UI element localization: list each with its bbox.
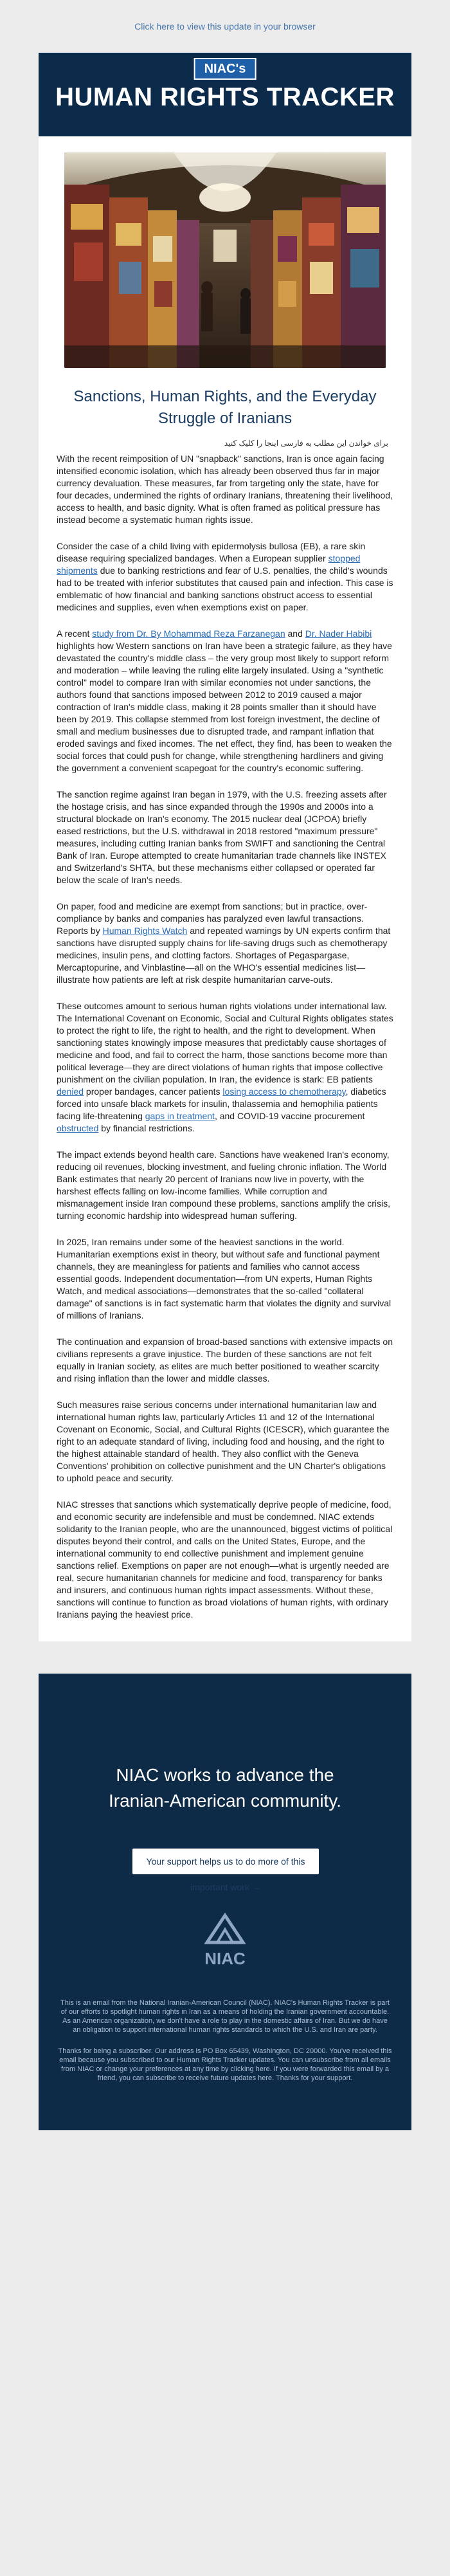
top-link-bar <box>0 0 450 53</box>
farzanegan-study-link[interactable]: study from Dr. By Mohammad Reza Farzanegan <box>92 628 285 639</box>
farsi-link[interactable]: برای خواندن این مطلب به فارسی اینجا را کلیک کنید <box>224 439 388 448</box>
footer-heading: NIAC works to advance the Iranian-American community. <box>108 1765 342 1811</box>
header-banner <box>39 53 411 136</box>
footer <box>39 1674 411 2130</box>
paragraph-9: The continuation and expansion of broad-based sanctions with extensive impacts on civilians represents a grave injustice. The burden of these sanctions are not felt equally in Iranian society, as elites are much better positioned to weather scarcity and rising inflation than the lower and middle classes. <box>57 1337 393 1384</box>
footer-address: Thanks for being a subscriber. Our address is PO Box 65439, Washington, DC 20000. You've received this email because you subscribed to our Human Rights Tracker updates. You can unsubscribe from all emails from NIAC or change your preferences at any time by clicking here. If you were forwarded this email by a friend, you can subscribe to receive future updates here. Thanks for your support. <box>58 2047 392 2082</box>
hero-image <box>64 152 386 368</box>
chemotherapy-link[interactable]: losing access to chemotherapy <box>222 1086 346 1097</box>
paragraph-4: The sanction regime against Iran began in 1979, with the U.S. freezing assets after the hostage crisis, and has since expanded through the 1990s and 2000s into a structural blockade on Iran's economy. The 2015 nuclear deal (JCPOA) briefly eased restrictions, but the U.S. withdrawal in 2018 restored "maximum pressure" measures, including cutting Iranian banks from SWIFT and sanctioning the Central Bank of Iran. Europe attempted to create humanitarian trade channels like INSTEX and Switzerland's SHTA, but these mechanisms either collapsed or operated far below the scale of Iran's needs. <box>57 789 387 885</box>
paragraph-2: Consider the case of a child living with epidermolysis bullosa (EB), a rare skin disease requiring specialized bandages. When a European supplier stopped shipments due to banking restrictions and fear of U.S. penalties, the child's wounds had to be treated with inferior substitutes that caused pain and infection. This case is emblematic of how financial and banking sanctions obstruct access to essential medicines and supplies, even when exemptions exist on paper. <box>57 541 393 612</box>
stopped-shipments-link[interactable]: stopped shipments <box>57 553 361 576</box>
paragraph-5: On paper, food and medicine are exempt from sanctions; but in practice, over-compliance by banks and companies has paralyzed even lawful transactions. Reports by Human Rights Watch and repeated warnings by UN experts confirm that sanctions have disrupted supply chains for life-saving drugs such as chemotherapy medicines, insulin pens, and clotting factors. Shortages of Pegaspargase, Mercaptopurine, and Vinblastine—all on the WHO's essential medicines list—illustrate how patients are left at risk despite humanitarian carve-outs. <box>57 901 391 985</box>
header-badge: NIAC's <box>194 58 256 80</box>
obstructed-link[interactable]: obstructed <box>57 1123 99 1133</box>
view-in-browser-link[interactable]: Click here to view this update in your browser <box>134 21 316 32</box>
niac-logo-icon <box>192 1912 258 1973</box>
hero-wrap <box>39 136 411 368</box>
paragraph-7: The impact extends beyond health care. Sanctions have weakened Iran's economy, reducing oil revenues, blocking investment, and fueling chronic inflation. The World Bank estimates that nearly 20 percent of Iranians now live in poverty, with the harshest effects falling on low-income families. While corruption and mismanagement inside Iran compound these problems, sanctions amplify the crisis, turning economic hardship into widespread human suffering. <box>57 1149 391 1221</box>
paragraph-8: In 2025, Iran remains under some of the heaviest sanctions in the world. Humanitarian exemptions exist in theory, but without safe and functional payment channels, they are meaningless for patients and families who cannot access essential goods. Independent documentation—from UN experts, Human Rights Watch, and medical associations—demonstrates that the so-called "collateral damage" of sanctions is in fact systematic harm that violates the dignity and survival of millions of Iranians. <box>57 1237 392 1320</box>
paragraph-6: These outcomes amount to serious human rights violations under international law. The International Covenant on Economic, Social and Cultural Rights obligates states to protect the right to life, the right to health, and the right to development. When sanctioning states knowingly impose measures that predictably cause shortages of medicine and food, and fail to correct the harm, those sanctions become more than political leverage—they are direct violations of human rights that impose collective punishment on the civilian population. In Iran, the evidence is stark: EB patients denied proper bandages, cancer patients losing access to chemotherapy, diabetics forced into unsafe black markets for insulin, thalassemia and hemophilia patients facing life-threatening gaps in treatment, and COVID-19 vaccine procurement obstructed by financial restrictions. <box>57 1001 393 1133</box>
hrw-link[interactable]: Human Rights Watch <box>102 926 188 936</box>
footer-disclaimer: This is an email from the National Iranian-American Council (NIAC). NIAC's Human Rights Tracker is part of our efforts to spotlight human rights in Iran as a means of holding the Iranian government accountable. As an American organization, we don't have a role to play in the domestic affairs of Iran. But we do have an obligation to support international human rights standards to which the U.S. and Iran are party. <box>60 1999 390 2034</box>
habibi-link[interactable]: Dr. Nader Habibi <box>305 628 372 639</box>
niac-logo-text: NIAC <box>204 1949 246 1968</box>
niac-logo <box>192 1912 258 1973</box>
bazaar-photo-illustration <box>64 152 386 368</box>
paragraph-3: A recent study from Dr. By Mohammad Reza Farzanegan and Dr. Nader Habibi highlights how Western sanctions on Iran have been a strategic failure, as they have devastated the country's middle class – the very group most likely to support reform and moderation – while leaving the ruling elite largely insulated. Using a "synthetic control" model to compare Iran with similar economies not under sanctions, the authors found that sanctions imposed between 2012 to 2019 caused a major contraction of Iran's middle class, making it 28 points smaller than it should have been by 2019. This collapse stemmed from lost foreign investment, the decline of small and medium businesses due to disrupted trade, and rampant inflation that eroded savings and fixed incomes. The net effect, they find, has been to weaken the social forces that could push for change, while strengthening hardliners and giving the government a convenient scapegoat for the country's economic suffering. <box>57 628 392 773</box>
paragraph-11: NIAC stresses that sanctions which systematically deprive people of medicine, food, and economic security are indefensible and must be condemned. NIAC extends solidarity to the Iranian people, who are the unannounced, biggest victims of political disputes beyond their control, and calls on the United States, Europe, and the international community to end collective punishment and implement genuine sanctions relief. Exemptions on paper are not enough—what is urgently needed are real, secure humanitarian channels for medicine and food, transparency for banks and insurers, and continuous human rights impact assessments. Without these, sanctions will continue to function as broad violations of human rights, with ordinary Iranians paying the heaviest price. <box>57 1499 393 1620</box>
paragraph-1: With the recent reimposition of UN "snapback" sanctions, Iran is once again facing intensified economic isolation, which has already been observed thus far in major currency devaluation. These measures, far from targeting only the state, have for four decades, undermined the rights of ordinary Iranians, threatening their livelihood, access to health, and basic dignity. What is often framed as political pressure has instead become a systematic human rights issue. <box>57 453 393 525</box>
denied-link[interactable]: denied <box>57 1086 84 1097</box>
email-container <box>39 53 411 2130</box>
paragraph-10: Such measures raise serious concerns under international humanitarian law and international human rights law, particularly Articles 11 and 12 of the International Covenant on Economic, Social, and Cultural Rights (ICESCR), which guarantee the right to an adequate standard of living, including food and housing, and the right to the highest attainable standard of health. They also conflict with the Geneva Conventions' prohibition on collective punishment and the UN Charter's obligations to uphold peace and security. <box>57 1400 390 1483</box>
header-title: HUMAN RIGHTS TRACKER <box>55 83 395 111</box>
article-body <box>39 368 411 1641</box>
article-title: Sanctions, Human Rights, and the Everyday Struggle of Iranians <box>73 388 377 427</box>
gaps-in-treatment-link[interactable]: gaps in treatment <box>145 1111 215 1121</box>
support-cta-button[interactable]: Your support helps us to do more of this important work → <box>132 1849 319 1874</box>
